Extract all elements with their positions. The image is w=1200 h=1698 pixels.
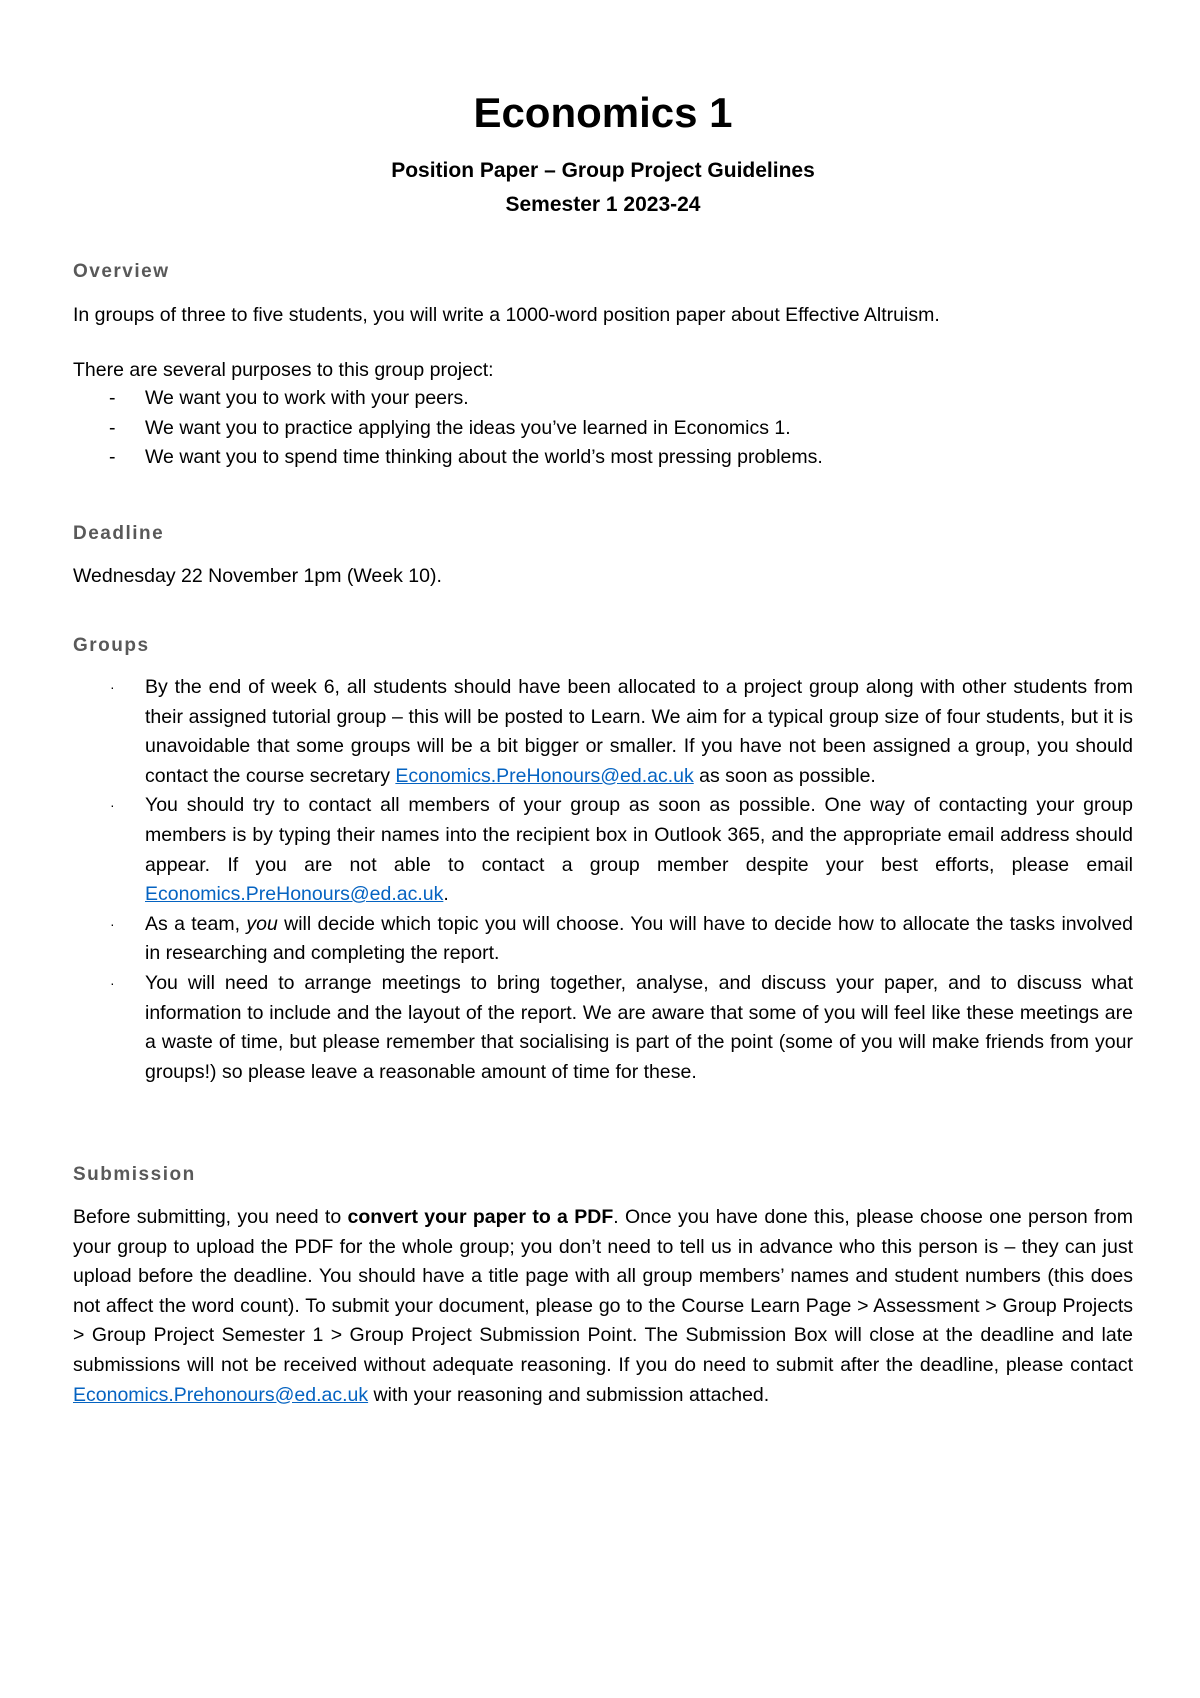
submission-tail: with your reasoning and submission attached. [368,1383,770,1406]
document-subtitle: Position Paper – Group Project Guidelines [391,159,815,182]
submission-heading: Submission [73,1164,196,1185]
groups-item4-text: You will need to arrange meetings to bring together, analyse, and discuss your paper, and to discuss what information to include and the layout of the report. We are aware that some of you will feel like these meetings are a waste of time, but please remember that socialising is part of the point (some of you will make friends from your groups!) so please leave a reasonable amount of time for these. [145,971,1133,1083]
dash-marker: - [109,387,116,409]
list-item [73,673,1133,791]
purposes-lead: There are several purposes to this group project: [73,359,494,381]
submission-paragraph [73,1203,1133,1410]
dash-marker: - [109,416,116,439]
list-item [73,910,1133,969]
purpose-text: We want you to spend time thinking about the world’s most pressing problems. [145,446,823,469]
secretary-email-link[interactable]: Economics.PreHonours@ed.ac.uk [395,764,694,787]
groups-list [73,673,1133,1087]
list-item [73,414,1133,444]
groups-item3-post: will decide which topic you will choose. You will have to decide how to allocate the tasks involved in researching and completing the report. [145,912,1134,965]
groups-item2-tail: . [443,883,449,906]
groups-item3-emphasis: you [246,912,278,935]
purposes-list [73,384,1133,473]
groups-item2-text: You should try to contact all members of your group as soon as possible. One way of contacting your group members is by typing their names into the recipient box in Outlook 365, and the appropriate email address should appear. If you are not able to contact a group member despite your best efforts, please email [145,794,1133,876]
list-item [73,443,1133,473]
purpose-text: We want you to work with your peers. [145,387,469,409]
bullet-marker: · [110,797,115,814]
purpose-text: We want you to practice applying the ideas you’ve learned in Economics 1. [145,416,791,439]
submission-email-link[interactable]: Economics.Prehonours@ed.ac.uk [73,1383,369,1406]
groups-item3-pre: As a team, [145,912,247,935]
submission-pre: Before submitting, you need to [73,1206,348,1228]
bullet-marker: · [110,679,115,695]
list-item [73,791,1133,909]
overview-heading: Overview [73,261,170,282]
deadline-text: Wednesday 22 November 1pm (Week 10). [73,565,442,587]
list-item [73,969,1133,1087]
groups-item1-text: By the end of week 6, all students should have been allocated to a project group along with other students from their assigned tutorial group – this will be posted to Learn. We aim for a typical group size of four students, but it is unavoidable that some groups will be a bit bigger or smaller. If you have not been assigned a group, you should contact the course secretary [145,676,1133,787]
semester-label: Semester 1 2023-24 [505,193,701,216]
groups-item1-tail: as soon as possible. [693,764,876,787]
dash-marker: - [109,446,116,469]
list-item [73,384,1133,414]
bullet-marker: · [110,974,115,991]
contact-email-link[interactable]: Economics.PreHonours@ed.ac.uk [145,883,444,906]
submission-mid: . Once you have done this, please choose one person from your group to upload the PDF for the whole group; you don’t need to tell us in advance who this person is – they can just upload before the deadline. You should have a title page with all group members’ names and student numbers (this does not affect the word count). To submit your document, please go to the Course Learn Page > Assessment > Group Projects > Group Project Semester 1 > Group Project Submission Point. The Submission Box will close at the deadline and late submissions will not be received without adequate reasoning. If you do need to submit after the deadline, please contact [73,1206,1134,1376]
document-title: Economics 1 [473,89,733,136]
deadline-heading: Deadline [73,523,165,544]
overview-intro: In groups of three to five students, you will write a 1000-word position paper about Effective Altruism. [73,304,940,326]
groups-heading: Groups [73,635,150,656]
submission-bold: convert your paper to a PDF [347,1206,614,1228]
bullet-marker: · [110,915,115,932]
